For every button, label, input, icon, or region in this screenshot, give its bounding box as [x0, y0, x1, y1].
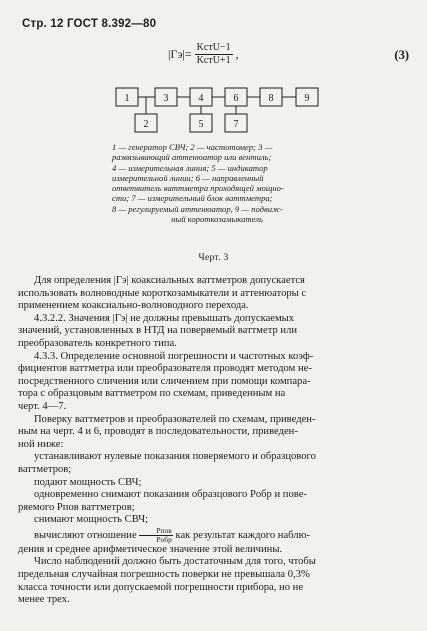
formula-denominator: KстU+1 [196, 55, 231, 66]
block-label: 4 [198, 93, 204, 104]
equation-number: (3) [394, 48, 409, 62]
body-line: ным на черт. 4 и 6, проводят в последовательности, приведен- [18, 426, 298, 438]
block-label: 1 [124, 93, 130, 104]
body-line: ной ниже: [18, 438, 64, 450]
figure-caption [112, 142, 322, 224]
body-line: класса точности или допускаемой погрешности прибора, но не [18, 581, 304, 593]
block-label: 2 [143, 119, 149, 130]
body-line: снимают мощность СВЧ; [34, 514, 149, 526]
body-line: фициентов ваттметра или преобразователя проводят методом не- [18, 363, 312, 375]
block-label: 8 [268, 93, 274, 104]
page-header: Стр. 12 ГОСТ 8.392—80 [22, 18, 157, 30]
caption-line: 4 — измерительная линия; 5 — индикатор [112, 162, 268, 173]
body-line: ваттметров; [18, 463, 72, 475]
block-label: 9 [304, 93, 310, 104]
ratio-lead: вычисляют отношение [34, 529, 137, 541]
formula-lhs: |Γэ|= [168, 47, 192, 61]
body-line: ряемого Pпов ваттметров; [18, 501, 135, 513]
body-line: 4.3.3. Определение основной погрешности и частотных коэф- [34, 350, 314, 362]
ratio-denominator: Pобр [156, 534, 172, 544]
body-line: дения и среднее арифметическое значение этой величины. [18, 543, 283, 555]
body-line: Поверку ваттметров и преобразователей по схемам, приведен- [34, 413, 316, 425]
body-line: менее трех. [18, 594, 70, 606]
block-label: 7 [233, 119, 239, 130]
caption-line: ный короткозамыкатель [171, 214, 263, 225]
body-line: Число наблюдений должно быть достаточным для того, чтобы [34, 556, 316, 568]
body-line: значений, установленных в НТД на поверяемый ваттметр или [18, 325, 298, 337]
formula-numerator: KстU−1 [196, 42, 231, 53]
body-line: черт. 4—7. [18, 400, 67, 412]
ratio-fraction [139, 527, 172, 544]
body-line-ratio [18, 527, 408, 544]
caption-line: развязывающий аттенюатор или вентиль; [112, 152, 272, 163]
body-line: подают мощность СВЧ; [34, 476, 142, 488]
body-line: преобразователь конкретного типа. [18, 337, 177, 349]
body-line: тора с образцовым ваттметром по схемам, приведенным на [18, 388, 286, 400]
caption-line: сти; 7 — измерительный блок ваттметра; [112, 193, 273, 204]
figure-label: Черт. 3 [198, 253, 229, 263]
block-label: 6 [233, 93, 239, 104]
body-line: предельная случайная погрешность поверки не превышала 0,3% [18, 569, 310, 581]
ratio-tail: как результат каждого наблю- [175, 529, 311, 541]
block-label: 3 [163, 93, 169, 104]
block-diagram [0, 0, 427, 140]
ratio-numerator: Pпов [139, 527, 172, 536]
body-line: посредственного сличения или сличением при помощи компара- [18, 375, 311, 387]
body-text [18, 275, 408, 607]
block-label: 5 [198, 119, 204, 130]
body-line: одновременно снимают показания образцового Pобр и пове- [34, 489, 307, 501]
body-line: 4.3.2.2. Значения |Гэ| не должны превышать допускаемых [34, 312, 295, 324]
caption-line: 1 — генератор СВЧ; 2 — частотомер; 3 — [112, 142, 273, 152]
body-line: устанавливают нулевые показания поверяемого и образцового [34, 451, 316, 463]
body-line: использовать волноводные короткозамыкатели и аттенюаторы с [18, 287, 307, 299]
caption-line: 8 — регулируемый аттенюатор, 9 — подвиж- [112, 203, 283, 214]
body-line: применением коаксиально-волноводного перехода. [18, 300, 249, 312]
caption-line: ответвитель ваттметра проходящей мощно- [112, 183, 284, 194]
body-line: Для определения |Гэ| коаксиальных ваттметров допускается [34, 275, 305, 286]
formula-tail: , [235, 47, 239, 61]
caption-line: измерительной линии; 6 — направленный [112, 172, 264, 183]
